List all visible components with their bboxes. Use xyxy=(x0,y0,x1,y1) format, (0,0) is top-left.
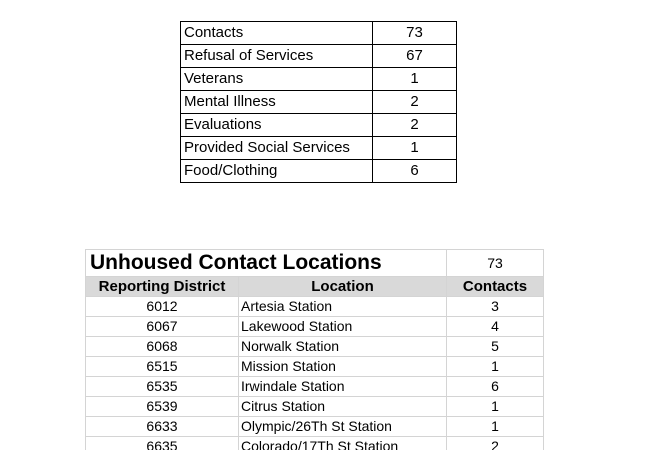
location-cell: Artesia Station xyxy=(239,297,447,317)
summary-label: Contacts xyxy=(181,22,373,45)
location-row xyxy=(86,317,544,337)
summary-table xyxy=(180,21,457,183)
summary-label: Refusal of Services xyxy=(181,45,373,68)
locations-total: 73 xyxy=(447,250,544,277)
location-cell: Colorado/17Th St Station xyxy=(239,437,447,450)
location-cell: Irwindale Station xyxy=(239,377,447,397)
summary-label: Mental Illness xyxy=(181,91,373,114)
summary-row xyxy=(181,160,457,183)
summary-value: 2 xyxy=(373,91,457,114)
summary-value: 2 xyxy=(373,114,457,137)
contacts-cell: 1 xyxy=(447,357,544,377)
district-cell: 6012 xyxy=(86,297,239,317)
district-cell: 6515 xyxy=(86,357,239,377)
locations-header-row xyxy=(86,277,544,297)
summary-row xyxy=(181,91,457,114)
summary-row xyxy=(181,45,457,68)
contacts-cell: 6 xyxy=(447,377,544,397)
summary-row xyxy=(181,137,457,160)
summary-label: Veterans xyxy=(181,68,373,91)
district-cell: 6633 xyxy=(86,417,239,437)
contacts-cell: 1 xyxy=(447,417,544,437)
summary-row xyxy=(181,22,457,45)
contacts-cell: 1 xyxy=(447,397,544,417)
district-cell: 6535 xyxy=(86,377,239,397)
contacts-cell: 3 xyxy=(447,297,544,317)
district-cell: 6068 xyxy=(86,337,239,357)
location-row xyxy=(86,337,544,357)
summary-value: 1 xyxy=(373,68,457,91)
summary-value: 67 xyxy=(373,45,457,68)
locations-title: Unhoused Contact Locations xyxy=(86,250,447,277)
header-location: Location xyxy=(239,277,447,297)
location-row xyxy=(86,397,544,417)
contacts-cell: 2 xyxy=(447,437,544,450)
summary-label: Food/Clothing xyxy=(181,160,373,183)
summary-value: 73 xyxy=(373,22,457,45)
location-row xyxy=(86,357,544,377)
summary-label: Evaluations xyxy=(181,114,373,137)
location-cell: Mission Station xyxy=(239,357,447,377)
locations-title-row xyxy=(86,250,544,277)
location-row xyxy=(86,437,544,450)
district-cell: 6635 xyxy=(86,437,239,450)
location-row xyxy=(86,297,544,317)
summary-row xyxy=(181,68,457,91)
summary-value: 6 xyxy=(373,160,457,183)
locations-table xyxy=(85,249,544,450)
location-cell: Olympic/26Th St Station xyxy=(239,417,447,437)
locations-table-container xyxy=(85,249,550,450)
contacts-cell: 4 xyxy=(447,317,544,337)
location-cell: Lakewood Station xyxy=(239,317,447,337)
summary-label: Provided Social Services xyxy=(181,137,373,160)
location-row xyxy=(86,377,544,397)
summary-row xyxy=(181,114,457,137)
header-reporting-district: Reporting District xyxy=(86,277,239,297)
location-cell: Norwalk Station xyxy=(239,337,447,357)
contacts-cell: 5 xyxy=(447,337,544,357)
header-contacts: Contacts xyxy=(447,277,544,297)
location-row xyxy=(86,417,544,437)
district-cell: 6067 xyxy=(86,317,239,337)
location-cell: Citrus Station xyxy=(239,397,447,417)
summary-value: 1 xyxy=(373,137,457,160)
district-cell: 6539 xyxy=(86,397,239,417)
